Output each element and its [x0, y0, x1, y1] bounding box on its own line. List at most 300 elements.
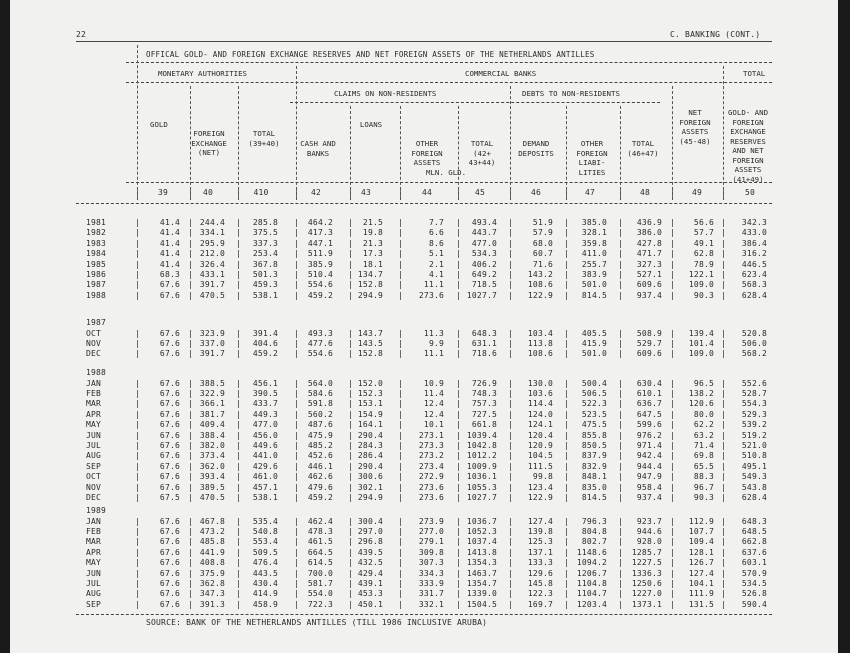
column-divider: | — [670, 218, 676, 227]
column-divider: | — [398, 558, 404, 568]
column-divider: | — [135, 589, 141, 599]
table-cell: 1037.4 — [466, 537, 497, 547]
table-cell: 479.6 — [307, 482, 333, 492]
table-cell: 367.8 — [252, 259, 278, 269]
column-divider: | — [456, 259, 462, 269]
table-cell: 67.6 — [159, 547, 180, 557]
vsep — [188, 86, 194, 200]
table-cell: 111.5 — [527, 461, 553, 471]
column-divider: | — [456, 270, 462, 279]
table-cell: 385.9 — [307, 259, 333, 269]
column-divider: | — [236, 349, 242, 359]
table-cell: 273.6 — [418, 492, 444, 502]
table-cell: 648.3 — [741, 516, 767, 526]
table-cell: 307.3 — [418, 558, 444, 568]
table-cell: 56.6 — [693, 218, 714, 227]
column-divider: | — [618, 238, 624, 248]
column-divider: | — [188, 568, 194, 578]
table-cell: 501.0 — [581, 349, 607, 359]
table-cell: 944.6 — [636, 526, 662, 536]
table-cell: 67.6 — [159, 558, 180, 568]
column-divider: | — [135, 290, 141, 300]
table-cell: 375.9 — [199, 568, 225, 578]
column-divider: | — [236, 430, 242, 440]
column-divider: | — [348, 558, 354, 568]
column-divider: | — [721, 568, 727, 578]
table-cell: 49.1 — [693, 238, 714, 248]
table-cell: 111.9 — [688, 589, 714, 599]
table-cell: 273.4 — [418, 461, 444, 471]
table-cell: 528.7 — [741, 388, 767, 398]
column-divider: | — [188, 349, 194, 359]
table-cell: 122.9 — [527, 492, 553, 502]
column-divider: | — [670, 578, 676, 588]
table-cell: 12.4 — [423, 409, 444, 419]
column-divider: | — [236, 228, 242, 238]
column-divider: | — [348, 451, 354, 461]
table-cell: 471.7 — [636, 249, 662, 259]
column-divider: | — [670, 259, 676, 269]
vsep — [398, 106, 404, 200]
table-cell: 441.9 — [199, 547, 225, 557]
column-divider: | — [236, 492, 242, 502]
table-cell: 273.6 — [418, 290, 444, 300]
column-divider: | — [618, 388, 624, 398]
column-divider: | — [135, 399, 141, 409]
table-cell: 446.1 — [307, 461, 333, 471]
row-label: JUL — [86, 440, 102, 450]
table-cell: 90.3 — [693, 290, 714, 300]
table-cell: 294.9 — [357, 290, 383, 300]
table-cell: 21.5 — [362, 218, 383, 227]
table-cell: 441.0 — [252, 451, 278, 461]
column-divider: | — [508, 259, 514, 269]
column-divider: | — [348, 270, 354, 279]
column-divider: | — [236, 599, 242, 609]
column-divider: | — [456, 492, 462, 502]
table-cell: 457.1 — [252, 482, 278, 492]
column-divider: | — [348, 547, 354, 557]
table-cell: 568.2 — [741, 349, 767, 359]
table-cell: 19.8 — [362, 228, 383, 238]
column-divider: | — [188, 578, 194, 588]
row-label: MAY — [86, 558, 102, 568]
column-divider: | — [236, 516, 242, 526]
column-divider: | — [508, 599, 514, 609]
column-divider: | — [508, 270, 514, 279]
scanned-page — [10, 0, 838, 653]
table-cell: 406.2 — [471, 259, 497, 269]
table-cell: 17.3 — [362, 249, 383, 259]
column-number: 410 — [253, 188, 269, 197]
column-divider: | — [236, 249, 242, 259]
table-cell: 67.6 — [159, 280, 180, 290]
table-cell: 389.5 — [199, 482, 225, 492]
row-label: JUN — [86, 430, 102, 440]
column-divider: | — [135, 472, 141, 482]
column-divider: | — [508, 430, 514, 440]
column-divider: | — [721, 472, 727, 482]
table-title: OFFICAL GOLD- AND FOREIGN EXCHANGE RESERVES AND NET FOREIGN ASSETS OF THE NETHERLANDS ANTILLES — [146, 50, 595, 59]
table-cell: 814.5 — [581, 290, 607, 300]
table-cell: 446.5 — [741, 259, 767, 269]
table-cell: 757.3 — [471, 399, 497, 409]
header-debts: DEBTS TO NON-RESIDENTS — [522, 89, 620, 98]
table-cell: 96.5 — [693, 378, 714, 388]
column-divider: | — [398, 472, 404, 482]
table-cell: 1042.8 — [466, 440, 497, 450]
column-divider: | — [135, 578, 141, 588]
table-cell: 459.2 — [307, 290, 333, 300]
column-divider: | — [236, 290, 242, 300]
column-divider: | — [135, 420, 141, 430]
table-cell: 648.5 — [741, 526, 767, 536]
table-cell: 511.9 — [307, 249, 333, 259]
column-divider: | — [348, 218, 354, 227]
column-divider: | — [564, 451, 570, 461]
column-divider: | — [294, 558, 300, 568]
table-cell: 67.6 — [159, 378, 180, 388]
table-cell: 67.6 — [159, 451, 180, 461]
header-monetary-authorities: MONETARY AUTHORITIES — [158, 69, 247, 78]
column-divider: | — [188, 188, 194, 197]
table-cell: 8.6 — [428, 238, 444, 248]
column-divider: | — [564, 259, 570, 269]
column-number: 45 — [474, 188, 486, 197]
row-label: APR — [86, 547, 102, 557]
header-claims: CLAIMS ON NON-RESIDENTS — [334, 89, 437, 98]
column-divider: | — [135, 259, 141, 269]
table-cell: 302.1 — [357, 482, 383, 492]
column-divider: | — [294, 270, 300, 279]
table-cell: 11.1 — [423, 280, 444, 290]
column-divider: | — [188, 526, 194, 536]
table-cell: 1039.4 — [466, 430, 497, 440]
column-divider: | — [564, 228, 570, 238]
table-cell: 96.7 — [693, 482, 714, 492]
column-divider: | — [618, 482, 624, 492]
table-cell: 67.6 — [159, 599, 180, 609]
table-cell: 67.6 — [159, 409, 180, 419]
table-cell: 832.9 — [581, 461, 607, 471]
column-divider: | — [670, 290, 676, 300]
column-divider: | — [670, 420, 676, 430]
table-cell: 443.7 — [471, 228, 497, 238]
column-divider: | — [456, 440, 462, 450]
table-cell: 337.0 — [199, 338, 225, 348]
table-cell: 143.5 — [357, 338, 383, 348]
column-divider: | — [294, 420, 300, 430]
table-cell: 67.6 — [159, 537, 180, 547]
column-divider: | — [508, 349, 514, 359]
column-divider: | — [508, 378, 514, 388]
table-cell: 309.8 — [418, 547, 444, 557]
table-cell: 415.9 — [581, 338, 607, 348]
column-divider: | — [135, 547, 141, 557]
table-cell: 464.2 — [307, 218, 333, 227]
table-cell: 971.4 — [636, 440, 662, 450]
col-gold: GOLD — [150, 120, 168, 129]
table-cell: 67.6 — [159, 482, 180, 492]
column-divider: | — [135, 388, 141, 398]
table-cell: 478.3 — [307, 526, 333, 536]
column-divider: | — [618, 537, 624, 547]
column-divider: | — [348, 578, 354, 588]
table-cell: 452.6 — [307, 451, 333, 461]
column-divider: | — [398, 349, 404, 359]
table-cell: 520.8 — [741, 328, 767, 338]
column-divider: | — [721, 409, 727, 419]
table-cell: 508.9 — [636, 328, 662, 338]
table-cell: 152.0 — [357, 378, 383, 388]
column-divider: | — [188, 338, 194, 348]
column-divider: | — [348, 399, 354, 409]
column-divider: | — [188, 409, 194, 419]
column-divider: | — [721, 249, 727, 259]
column-divider: | — [670, 270, 676, 279]
table-cell: 67.6 — [159, 516, 180, 526]
group-rule — [126, 82, 772, 83]
column-divider: | — [670, 547, 676, 557]
column-divider: | — [348, 280, 354, 290]
table-cell: 1104.7 — [576, 589, 607, 599]
column-divider: | — [135, 492, 141, 502]
column-divider: | — [456, 188, 462, 197]
table-cell: 212.0 — [199, 249, 225, 259]
column-divider: | — [188, 547, 194, 557]
column-divider: | — [294, 526, 300, 536]
column-divider: | — [188, 589, 194, 599]
table-cell: 99.8 — [532, 472, 553, 482]
table-cell: 527.1 — [636, 270, 662, 279]
table-cell: 244.4 — [199, 218, 225, 227]
column-divider: | — [348, 188, 354, 197]
table-cell: 101.4 — [688, 338, 714, 348]
table-cell: 609.6 — [636, 280, 662, 290]
table-cell: 539.2 — [741, 420, 767, 430]
table-cell: 373.4 — [199, 451, 225, 461]
vsep — [294, 66, 300, 200]
year-heading: 1989 — [86, 506, 107, 515]
column-number: 39 — [157, 188, 169, 197]
column-divider: | — [564, 472, 570, 482]
table-cell: 381.7 — [199, 409, 225, 419]
column-divider: | — [721, 430, 727, 440]
table-cell: 41.4 — [159, 228, 180, 238]
table-cell: 408.8 — [199, 558, 225, 568]
column-divider: | — [456, 218, 462, 227]
table-cell: 1336.3 — [631, 568, 662, 578]
vsep — [456, 106, 462, 200]
column-divider: | — [188, 378, 194, 388]
column-divider: | — [135, 188, 141, 197]
column-divider: | — [236, 218, 242, 227]
column-divider: | — [348, 599, 354, 609]
column-divider: | — [564, 328, 570, 338]
table-cell: 63.2 — [693, 430, 714, 440]
table-cell: 125.3 — [527, 537, 553, 547]
column-divider: | — [398, 188, 404, 197]
table-cell: 169.7 — [527, 599, 553, 609]
column-divider: | — [348, 378, 354, 388]
section-label: C. BANKING (CONT.) — [670, 30, 761, 39]
table-cell: 359.8 — [581, 238, 607, 248]
table-cell: 286.4 — [357, 451, 383, 461]
table-cell: 443.5 — [252, 568, 278, 578]
column-divider: | — [508, 249, 514, 259]
column-divider: | — [135, 409, 141, 419]
table-cell: 284.3 — [357, 440, 383, 450]
row-label: OCT — [86, 328, 102, 338]
column-divider: | — [456, 461, 462, 471]
column-divider: | — [618, 599, 624, 609]
column-number: 49 — [691, 188, 703, 197]
column-divider: | — [398, 578, 404, 588]
column-divider: | — [670, 399, 676, 409]
table-cell: 68.0 — [532, 238, 553, 248]
column-divider: | — [294, 238, 300, 248]
column-divider: | — [294, 349, 300, 359]
table-cell: 726.9 — [471, 378, 497, 388]
table-cell: 253.4 — [252, 249, 278, 259]
column-divider: | — [188, 440, 194, 450]
table-cell: 649.2 — [471, 270, 497, 279]
column-divider: | — [294, 388, 300, 398]
column-divider: | — [618, 328, 624, 338]
row-label: APR — [86, 409, 102, 419]
table-cell: 581.7 — [307, 578, 333, 588]
column-divider: | — [721, 526, 727, 536]
column-divider: | — [508, 218, 514, 227]
table-cell: 584.6 — [307, 388, 333, 398]
table-cell: 461.0 — [252, 472, 278, 482]
column-divider: | — [618, 218, 624, 227]
table-cell: 6.6 — [428, 228, 444, 238]
table-cell: 71.4 — [693, 440, 714, 450]
column-divider: | — [294, 537, 300, 547]
table-cell: 510.8 — [741, 451, 767, 461]
column-divider: | — [348, 349, 354, 359]
column-divider: | — [236, 259, 242, 269]
column-divider: | — [508, 547, 514, 557]
table-cell: 120.4 — [527, 430, 553, 440]
column-divider: | — [508, 290, 514, 300]
column-divider: | — [618, 280, 624, 290]
column-divider: | — [456, 558, 462, 568]
table-cell: 433.0 — [741, 228, 767, 238]
table-cell: 1036.1 — [466, 472, 497, 482]
table-cell: 388.4 — [199, 430, 225, 440]
column-divider: | — [670, 349, 676, 359]
table-cell: 131.5 — [688, 599, 714, 609]
row-label: JAN — [86, 516, 102, 526]
table-cell: 67.5 — [159, 492, 180, 502]
column-divider: | — [670, 472, 676, 482]
column-divider: | — [564, 547, 570, 557]
column-divider: | — [618, 420, 624, 430]
table-cell: 120.9 — [527, 440, 553, 450]
table-cell: 67.6 — [159, 338, 180, 348]
vsep — [564, 106, 570, 200]
column-divider: | — [398, 280, 404, 290]
table-cell: 316.2 — [741, 249, 767, 259]
table-cell: 109.4 — [688, 537, 714, 547]
source-note: SOURCE: BANK OF THE NETHERLANDS ANTILLES (TILL 1986 INCLUSIVE ARUBA) — [146, 618, 488, 627]
column-divider: | — [456, 430, 462, 440]
table-cell: 487.6 — [307, 420, 333, 430]
column-divider: | — [135, 558, 141, 568]
table-cell: 928.0 — [636, 537, 662, 547]
table-cell: 273.2 — [418, 451, 444, 461]
column-divider: | — [398, 328, 404, 338]
column-divider: | — [508, 558, 514, 568]
table-cell: 1206.7 — [576, 568, 607, 578]
table-cell: 10.1 — [423, 420, 444, 430]
column-divider: | — [188, 599, 194, 609]
column-divider: | — [618, 259, 624, 269]
table-cell: 104.1 — [688, 578, 714, 588]
column-divider: | — [294, 547, 300, 557]
table-cell: 535.4 — [252, 516, 278, 526]
table-cell: 390.5 — [252, 388, 278, 398]
column-divider: | — [188, 249, 194, 259]
column-divider: | — [188, 516, 194, 526]
column-divider: | — [135, 280, 141, 290]
column-divider: | — [398, 238, 404, 248]
column-divider: | — [721, 259, 727, 269]
column-divider: | — [618, 399, 624, 409]
column-divider: | — [398, 399, 404, 409]
column-number: 46 — [530, 188, 542, 197]
table-cell: 1339.0 — [466, 589, 497, 599]
column-divider: | — [670, 461, 676, 471]
table-cell: 290.4 — [357, 461, 383, 471]
column-divider: | — [236, 568, 242, 578]
table-cell: 495.1 — [741, 461, 767, 471]
column-divider: | — [398, 599, 404, 609]
table-cell: 90.3 — [693, 492, 714, 502]
table-cell: 473.2 — [199, 526, 225, 536]
table-cell: 297.0 — [357, 526, 383, 536]
table-cell: 700.0 — [307, 568, 333, 578]
column-divider: | — [564, 270, 570, 279]
column-divider: | — [188, 558, 194, 568]
column-divider: | — [135, 228, 141, 238]
column-divider: | — [721, 440, 727, 450]
table-cell: 41.4 — [159, 238, 180, 248]
row-label: NOV — [86, 338, 102, 348]
column-divider: | — [721, 589, 727, 599]
table-cell: 332.1 — [418, 599, 444, 609]
table-cell: 382.0 — [199, 440, 225, 450]
column-divider: | — [236, 328, 242, 338]
row-label: MAR — [86, 537, 102, 547]
table-cell: 342.3 — [741, 218, 767, 227]
column-divider: | — [348, 328, 354, 338]
vsep — [348, 106, 354, 200]
column-number: 40 — [202, 188, 214, 197]
column-divider: | — [398, 526, 404, 536]
table-cell: 294.9 — [357, 492, 383, 502]
column-divider: | — [456, 599, 462, 609]
column-divider: | — [564, 378, 570, 388]
row-label: 1985 — [86, 259, 107, 269]
column-divider: | — [398, 482, 404, 492]
column-divider: | — [721, 537, 727, 547]
column-divider: | — [348, 461, 354, 471]
column-divider: | — [135, 440, 141, 450]
column-divider: | — [348, 290, 354, 300]
